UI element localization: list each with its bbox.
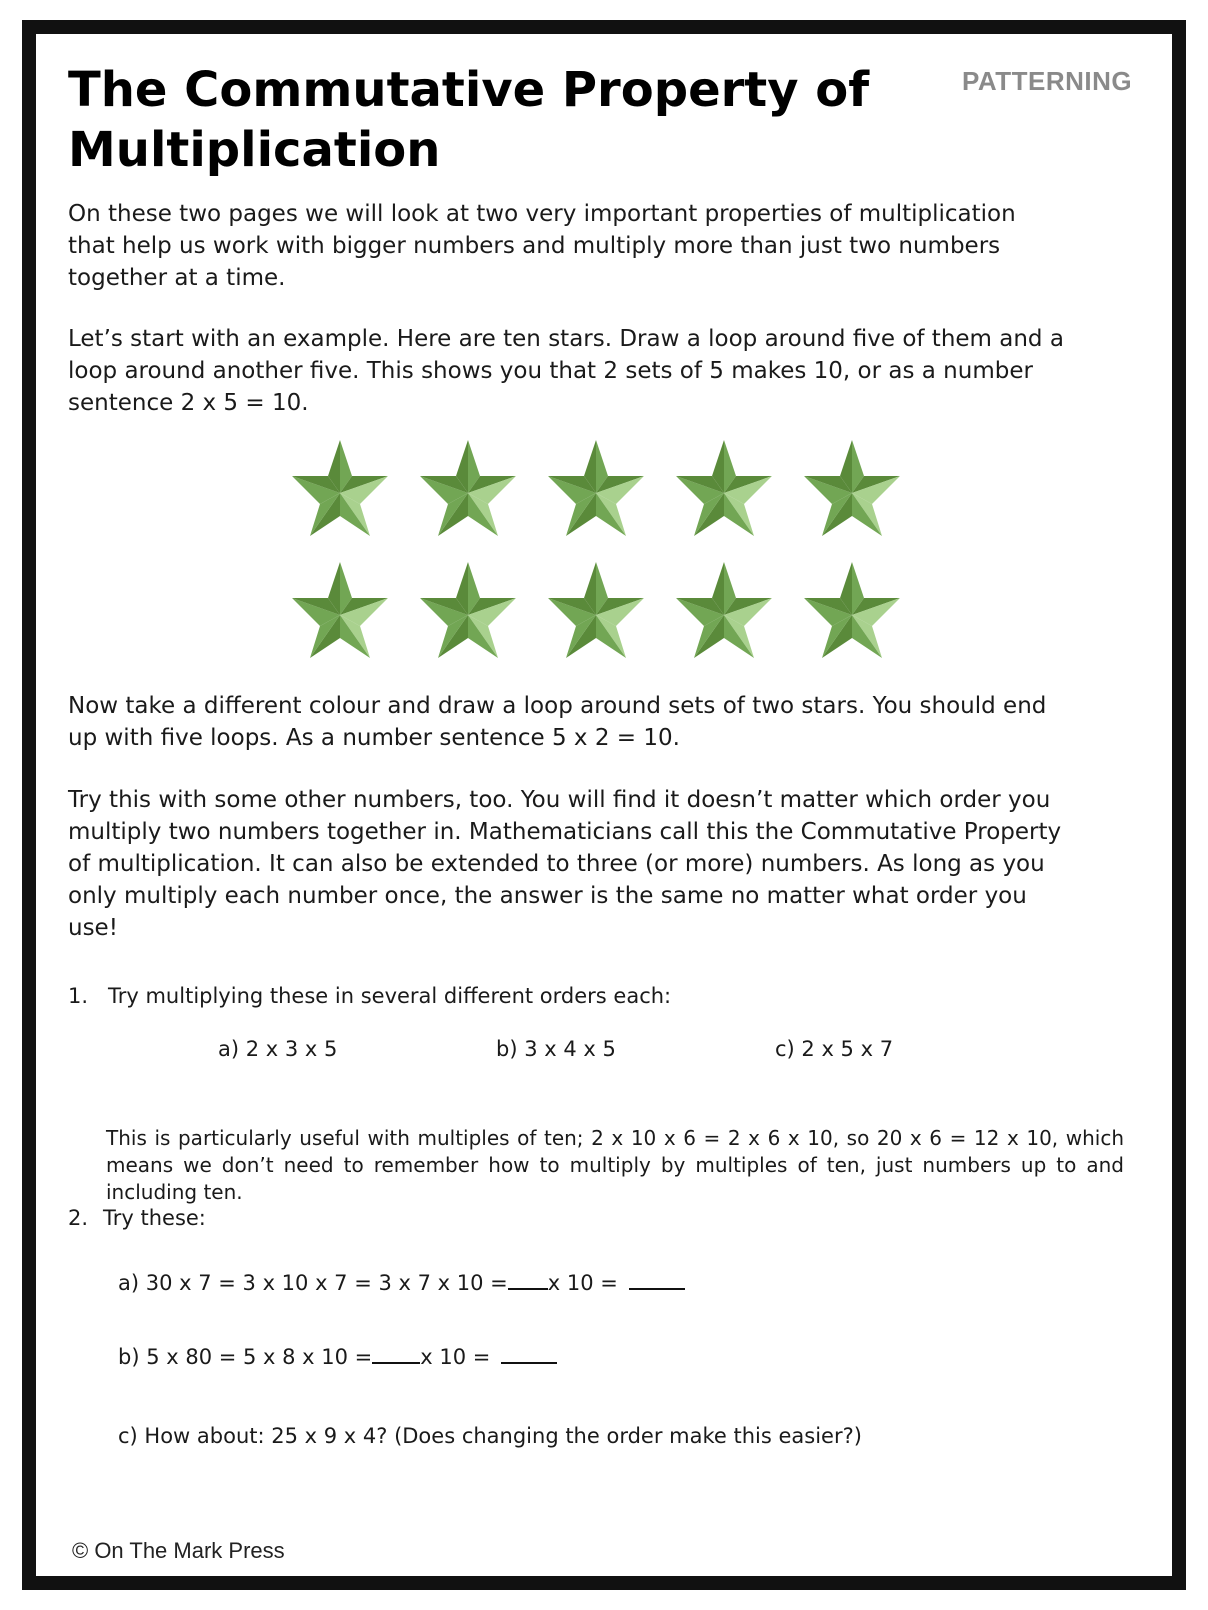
answer-blank-2a-1[interactable] [508, 1266, 548, 1290]
question-2a-mid: x 10 = [547, 1271, 618, 1295]
paragraph-commutative: Try this with some other numbers, too. You will find it doesn’t matter which order you multiply two numbers together in. Mathematicians call this the Commutative Property of multiplication. It can also be extended to three (or more) numbers. As long as you only multiply each number once, the answer is the same no matter what order you use! [68, 787, 1062, 941]
intro-paragraph-1: On these two pages we will look at two very important properties of multiplication that help us work with bigger numbers and multiply more than just two numbers together at a time. [68, 201, 1016, 291]
question-2b-start: b) 5 x 80 = 5 x 8 x 10 = [118, 1345, 373, 1369]
star-row-2 [290, 560, 920, 660]
intro-paragraph-2: Let’s start with an example. Here are ten stars. Draw a loop around five of them and a loop around another five. This shows you that 2 sets of 5 makes 10, or as a number sentence 2 x 5 = 10. [68, 326, 1064, 416]
question-2c: c) How about: 25 x 9 x 4? (Does changing the order make this easier?) [118, 1424, 862, 1448]
star-icon [290, 560, 390, 660]
question-2-number: 2. [68, 1206, 89, 1230]
star-icon [418, 438, 518, 538]
star-icon [546, 438, 646, 538]
question-1c: c) 2 x 5 x 7 [775, 1037, 894, 1061]
star-icon [674, 438, 774, 538]
star-row-1 [290, 438, 920, 538]
answer-blank-2b-1[interactable] [372, 1340, 420, 1364]
answer-blank-2a-2[interactable] [629, 1266, 685, 1290]
paragraph-loops: Now take a different colour and draw a loop around sets of two stars. You should end up with five loops. As a number sentence 5 x 2 = 10. [68, 693, 1047, 751]
category-label: PATTERNING [962, 66, 1133, 96]
star-icon [290, 438, 390, 538]
star-icon [802, 438, 902, 538]
question-2b-mid: x 10 = [420, 1345, 491, 1369]
question-2b [118, 1340, 557, 1371]
star-icon [418, 560, 518, 660]
question-2-text: Try these: [103, 1206, 206, 1230]
question-1-number: 1. [68, 984, 89, 1008]
question-1b: b) 3 x 4 x 5 [496, 1037, 616, 1061]
question-2a [118, 1266, 685, 1297]
multiples-of-ten-note: This is particularly useful with multiples of ten; 2 x 10 x 6 = 2 x 6 x 10, so 20 x 6 = 12 x 10, which means we don’t need to remember how to multiply by multiples of ten, just numbers up to and including ten. [106, 1126, 1124, 1204]
question-1-text: Try multiplying these in several different orders each: [108, 984, 672, 1008]
page-title: The Commutative Property of Multiplication [68, 62, 870, 178]
answer-blank-2b-2[interactable] [501, 1340, 557, 1364]
copyright-footer: © On The Mark Press [72, 1538, 285, 1563]
star-icon [802, 560, 902, 660]
star-icon [674, 560, 774, 660]
star-icon [546, 560, 646, 660]
question-1a: a) 2 x 3 x 5 [218, 1037, 338, 1061]
question-2a-start: a) 30 x 7 = 3 x 10 x 7 = 3 x 7 x 10 = [118, 1271, 508, 1295]
